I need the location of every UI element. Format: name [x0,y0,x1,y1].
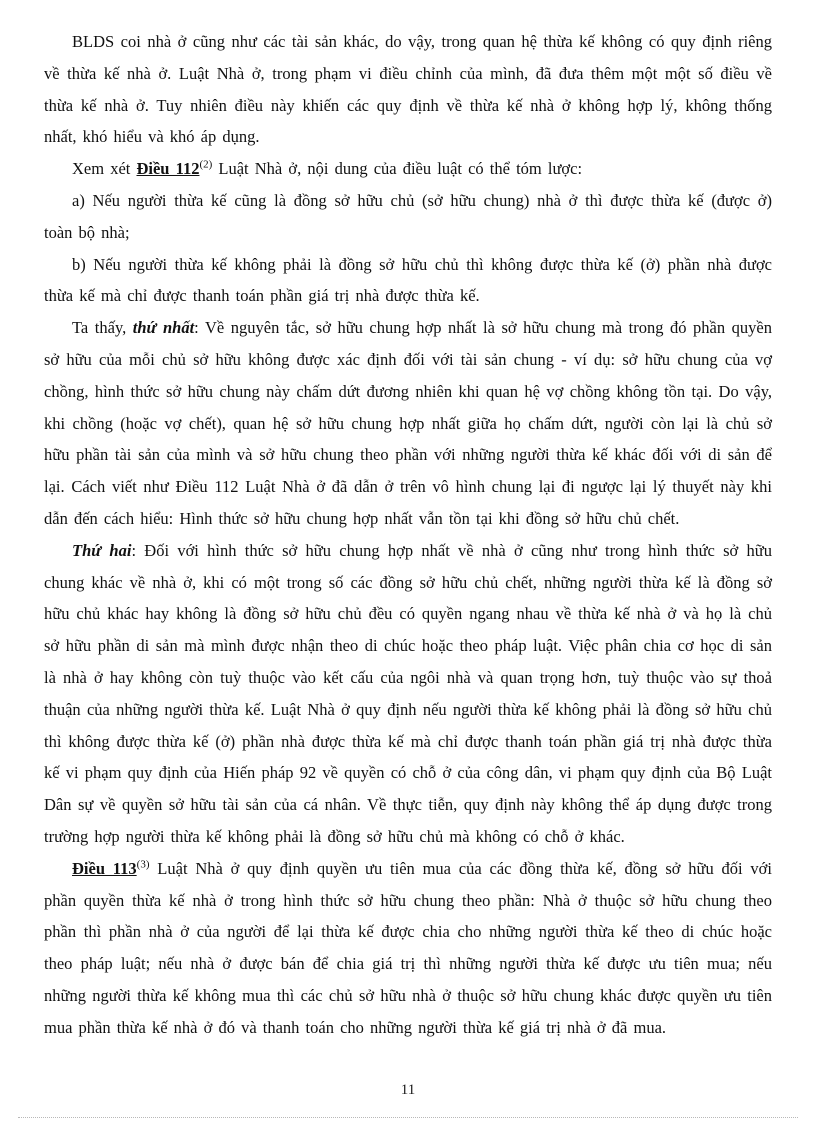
paragraph [44,26,772,153]
text-run: Xem xét [72,159,137,179]
text-run: : Về nguyên tắc, sở hữu chung hợp nhất là sở hữu chung mà trong đó phần quyền sở hữu của mỗi chủ sở hữu không được xác định đối với tài sản chung - ví dụ: sở hữu chung của vợ chồng, hình thức sở hữu chung này chấm dứt đương nhiên khi quan hệ vợ chồng không tồn tại. Do vậy, khi chồng (hoặc vợ chết), quan hệ sở hữu chung hợp nhất giữa họ chấm dứt, người còn lại là chủ sở hữu phần tài sản của mình và sở hữu chung theo phần với những người thừa kế khác đối với di sản để lại. Cách viết như Điều 112 Luật Nhà ở đã dẫn ở trên vô hình chung lại đi ngược lại lý thuyết này khi dẫn đến cách hiểu: Hình thức sở hữu chung hợp nhất vẫn tồn tại khi đồng sở hữu chủ chết. [44,318,772,528]
text-run: BLDS coi nhà ở cũng như các tài sản khác, do vậy, trong quan hệ thừa kế không có quy định riêng về thừa kế nhà ở. Luật Nhà ở, trong phạm vi điều chỉnh của mình, đã đưa thêm một một số điều về thừa kế nhà ở. Tuy nhiên điều này khiến các quy định về thừa kế nhà ở không hợp lý, không thống nhất, khó hiểu và khó áp dụng. [44,32,772,147]
text-run: Ta thấy, [72,318,133,338]
text-run: (2) [199,158,213,171]
text-run: Thứ hai [72,540,132,560]
document-body [44,26,772,1044]
footer-divider [18,1117,798,1118]
paragraph [44,853,772,1044]
paragraph [44,535,772,853]
text-run: b) Nếu người thừa kế không phải là đồng sở hữu chủ thì không được thừa kế (ở) phần nhà được thừa kế mà chỉ được thanh toán phần giá trị nhà được thừa kế. [44,254,772,306]
text-run: (3) [136,858,150,871]
text-run: Điều 112 [136,159,200,179]
text-run: thứ nhất [132,318,195,338]
text-run: Điều 113 [72,858,137,878]
text-run: Luật Nhà ở quy định quyền ưu tiên mua của các đồng thừa kế, đồng sở hữu đối với phần quyền thừa kế nhà ở trong hình thức sở hữu chung theo phần: Nhà ở thuộc sở hữu chung theo phần thì phần nhà ở của người để lại thừa kế được chia cho những người thừa kế theo di chúc hoặc theo pháp luật; nếu nhà ở được bán để chia giá trị thì những người thừa kế được ưu tiên mua; nếu những người thừa kế không mua thì các chủ sở hữu nhà ở thuộc sở hữu chung khác được quyền ưu tiên mua phần thừa kế nhà ở đó và thanh toán cho những người thừa kế giá trị nhà ở đã mua. [44,858,772,1037]
paragraph [44,249,772,313]
paragraph [44,185,772,249]
text-run: a) Nếu người thừa kế cũng là đồng sở hữu chủ (sở hữu chung) nhà ở thì được thừa kế (được ở) toàn bộ nhà; [44,190,772,242]
paragraph [44,153,772,185]
paragraph [44,312,772,535]
page-number: 11 [400,1082,416,1098]
text-run: : Đối với hình thức sở hữu chung hợp nhất về nhà ở cũng như trong hình thức sở hữu chung khác về nhà ở, khi có một trong số các đồng sở hữu chủ chết, những người thừa kế là đồng sở hữu chủ khác hay không là đồng sở hữu chủ đều có quyền ngang nhau về thừa kế nhà ở và họ là chủ sở hữu phần di sản mà mình được nhận theo di chúc hoặc theo pháp luật. Việc phân chia cơ học di sản là nhà ở hay không còn tuỳ thuộc vào kết cấu của ngôi nhà và quan trọng hơn, tuỳ thuộc vào sự thoả thuận của những người thừa kế. Luật Nhà ở quy định nếu người thừa kế không phải là đồng sở hữu chủ thì không được thừa kế (ở) phần nhà được thừa kế mà chỉ được thanh toán phần giá trị nhà được thừa kế vi phạm quy định của Hiến pháp 92 về quyền có chỗ ở của công dân, vi phạm quy định của Bộ Luật Dân sự về quyền sở hữu tài sản của cá nhân. Về thực tiễn, quy định này không thể áp dụng được trong trường hợp người thừa kế không phải là đồng sở hữu chủ mà không có chỗ ở khác. [44,540,772,846]
text-run: Luật Nhà ở, nội dung của điều luật có thể tóm lược: [212,159,583,179]
